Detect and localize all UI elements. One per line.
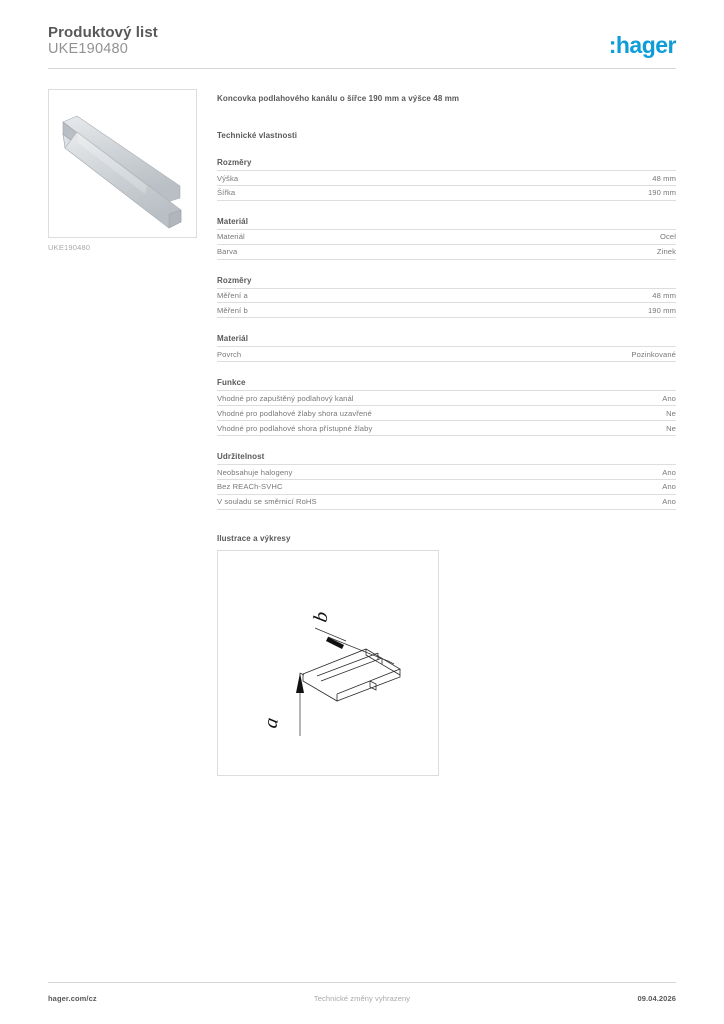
spec-label: Neobsahuje halogeny bbox=[217, 467, 293, 477]
spec-table bbox=[217, 229, 676, 260]
table-row bbox=[217, 421, 676, 436]
footer-disclaimer: Technické změny vyhrazeny bbox=[313, 994, 411, 1003]
table-row bbox=[217, 479, 676, 494]
product-reference: UKE190480 bbox=[48, 41, 128, 57]
spec-value: Pozinkované bbox=[631, 349, 676, 359]
spec-group bbox=[217, 452, 676, 510]
spec-value: 190 mm bbox=[647, 306, 676, 316]
product-photo-caption: UKE190480 bbox=[48, 243, 91, 252]
hager-logo: :hager bbox=[608, 32, 676, 58]
header-divider bbox=[48, 68, 676, 69]
spec-label: Materiál bbox=[217, 232, 245, 242]
spec-group bbox=[217, 276, 676, 319]
table-row bbox=[217, 229, 676, 244]
spec-label: Výška bbox=[217, 173, 239, 183]
table-row bbox=[217, 464, 676, 479]
spec-group-title: Materiál bbox=[217, 216, 249, 226]
spec-group bbox=[217, 158, 676, 201]
spec-value: Ano bbox=[662, 497, 676, 507]
table-row bbox=[217, 494, 676, 509]
spec-table bbox=[217, 288, 676, 319]
spec-group bbox=[217, 334, 676, 362]
page-title: Produktový list bbox=[48, 24, 158, 41]
spec-group-title: Udržitelnost bbox=[217, 451, 265, 461]
spec-group bbox=[217, 217, 676, 260]
technical-drawing bbox=[217, 550, 439, 776]
spec-table bbox=[217, 390, 676, 436]
spec-label: Barva bbox=[217, 247, 238, 257]
technical-drawing-graphic bbox=[218, 551, 438, 775]
drawing-label-b: b bbox=[309, 609, 333, 624]
spec-value: Zinek bbox=[656, 247, 676, 257]
spec-table bbox=[217, 464, 676, 510]
footer-website[interactable]: hager.com/cz bbox=[48, 994, 97, 1003]
spec-group-title: Rozměry bbox=[217, 275, 252, 285]
table-row bbox=[217, 171, 676, 186]
table-row bbox=[217, 185, 676, 200]
technical-properties-title: Technické vlastnosti bbox=[217, 131, 298, 140]
spec-groups-container bbox=[217, 158, 676, 510]
spec-value: Ne bbox=[666, 408, 676, 418]
spec-label: Vhodné pro podlahové žlaby shora uzavřené bbox=[217, 408, 372, 418]
table-row bbox=[217, 303, 676, 318]
spec-label: Měření b bbox=[217, 306, 248, 316]
main-content bbox=[217, 93, 676, 776]
spec-value: 48 mm bbox=[652, 173, 676, 183]
page-footer bbox=[48, 994, 676, 1008]
footer-date: 09.04.2026 bbox=[637, 994, 676, 1003]
drawings-section bbox=[217, 534, 676, 776]
spec-group bbox=[217, 378, 676, 436]
table-row bbox=[217, 347, 676, 362]
spec-label: V souladu se směrnicí RoHS bbox=[217, 497, 317, 507]
spec-table bbox=[217, 170, 676, 201]
spec-value: 48 mm bbox=[652, 291, 676, 301]
spec-label: Bez REACh-SVHC bbox=[217, 482, 283, 492]
spec-value: Ano bbox=[662, 393, 676, 403]
drawings-title: Ilustrace a výkresy bbox=[217, 533, 291, 543]
spec-label: Vhodné pro podlahové shora přístupné žlaby bbox=[217, 423, 373, 433]
product-photo-graphic bbox=[49, 90, 196, 237]
spec-label: Šířka bbox=[217, 188, 236, 198]
spec-group-title: Funkce bbox=[217, 378, 246, 388]
table-row bbox=[217, 406, 676, 421]
drawing-label-a: a bbox=[259, 715, 283, 730]
footer-divider bbox=[48, 982, 676, 983]
spec-value: Ne bbox=[666, 423, 676, 433]
spec-value: Ano bbox=[662, 482, 676, 492]
product-photo bbox=[48, 89, 197, 238]
spec-label: Povrch bbox=[217, 349, 242, 359]
product-description: Koncovka podlahového kanálu o šířce 190 mm a výšce 48 mm bbox=[217, 94, 460, 103]
spec-table bbox=[217, 346, 676, 362]
spec-label: Vhodné pro zapuštěný podlahový kanál bbox=[217, 393, 354, 403]
page-header bbox=[48, 24, 676, 68]
spec-group-title: Rozměry bbox=[217, 158, 252, 167]
table-row bbox=[217, 244, 676, 259]
table-row bbox=[217, 288, 676, 303]
spec-group-title: Materiál bbox=[217, 334, 249, 344]
spec-value: Ocel bbox=[659, 232, 676, 242]
spec-label: Měření a bbox=[217, 291, 248, 301]
spec-value: 190 mm bbox=[647, 188, 676, 198]
table-row bbox=[217, 391, 676, 406]
spec-value: Ano bbox=[662, 467, 676, 477]
